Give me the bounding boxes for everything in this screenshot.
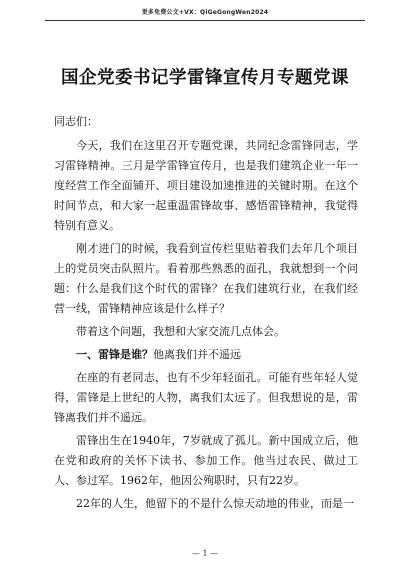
salutation: 同志们： [54,115,98,128]
paragraph: 今天，我们在这里召开专题党课，共同纪念雷锋同志，学习雷锋精神。三月是学雷锋宣传月，也是我们建筑企业一年一度经营工作全面铺开、项目建设加速推进的关键时期。在这个时间节点，和大家一起重温雷锋故事、感悟雷锋精神，我觉得特别有意义。 [54,139,358,232]
section-heading-bold: 一、雷锋是谁？ [76,348,153,361]
section-heading [54,345,358,365]
paragraph: 雷锋出生在1940年，7岁就成了孤儿。新中国成立后，他在党和政府的关怀下读书、参加工作。他当过农民、做过工人、参过军。1962年，他因公殉职时，只有22岁。 [54,434,358,487]
page-number: — 1 — [191,549,219,558]
header-divider [45,20,365,21]
paragraph: 在座的有老同志，也有不少年轻面孔。可能有些年轻人觉得，雷锋是上世纪的人物，离我们太远了。但我想说的是，雷锋离我们并不遥远。 [54,371,358,424]
document-body [54,112,358,517]
paragraph: 带着这个问题，我想和大家交流几点体会。 [76,325,285,338]
section-heading-rest: 他离我们并不遥远 [153,348,241,361]
paragraph: 22年的人生，他留下的不是什么惊天动地的伟业，而是一 [76,497,354,510]
document-title: 国企党委书记学雷锋宣传月专题党课 [61,68,349,88]
paragraph: 刚才进门的时候，我看到宣传栏里贴着我们去年几个项目上的党员突击队照片。看着那些熟悉的面孔，我就想到一个问题：什么是我们这个时代的雷锋？在我们建筑行业，在我们经营一线，雷锋精神应该是什么样子？ [54,242,358,315]
header-note: 更多免费公文+VX：QiGeGongWen2024 [141,9,269,16]
